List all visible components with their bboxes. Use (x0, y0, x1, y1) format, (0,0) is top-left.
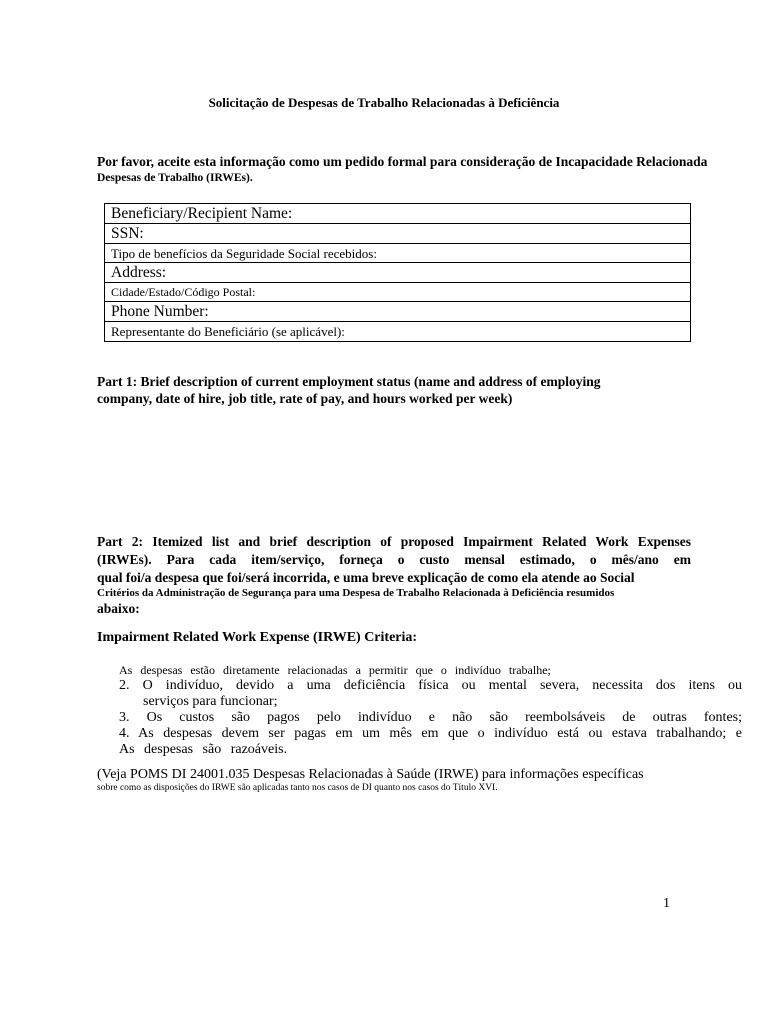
representative-payee-field[interactable]: Representante do Beneficiário (se aplicável): (111, 324, 345, 339)
intro-text-line1: Por favor, aceite esta informação como um pedido formal para consideração de Incapacidade Relacionada (97, 154, 708, 169)
intro-text-line2: Despesas de Trabalho (IRWEs). (97, 172, 253, 184)
criteria-heading: Impairment Related Work Expense (IRWE) Criteria: (97, 630, 418, 645)
city-state-zip-field[interactable]: Cidade/Estado/Código Postal: (105, 283, 690, 302)
poms-reference-line2: sobre como as disposições do IRWE são aplicadas tanto nos casos de DI quanto nos casos do Título XVI. (97, 783, 498, 793)
page-number: 1 (663, 896, 670, 911)
address-field[interactable]: Address: (105, 263, 690, 283)
benefits-type-field[interactable]: Tipo de benefícios da Seguridade Social recebidos: (105, 244, 690, 263)
part2-line1: Part 2: Itemized list and brief description of proposed Impairment Related Work Expenses (97, 534, 691, 549)
criteria-item-2: 2. O indivíduo, devido a uma deficiência física ou mental severa, necessita dos itens ou (119, 678, 742, 693)
beneficiary-name-field[interactable]: Beneficiary/Recipient Name: (105, 204, 690, 224)
part2-line3: qual foi/a despesa que foi/será incorrida, e uma breve explicação de como ela atende ao Social (97, 570, 635, 585)
criteria-list (119, 662, 742, 758)
ssn-field[interactable]: SSN: (105, 224, 690, 244)
criteria-item-4: 4. As despesas devem ser pagas em um mês em que o indivíduo está ou estava trabalhando; e (119, 726, 742, 741)
part1-line2: company, date of hire, job title, rate of pay, and hours worked per week) (97, 391, 513, 406)
criteria-item-2-continued: serviços para funcionar; (143, 694, 278, 709)
criteria-item-3: 3. Os custos são pagos pelo indivíduo e não são reembolsáveis de outras fontes; (119, 710, 742, 725)
criteria-item-5: As despesas são razoáveis. (119, 742, 288, 757)
part2-line4: Critérios da Administração de Segurança para uma Despesa de Trabalho Relacionada à Deficiência resumidos (97, 587, 615, 599)
criteria-item-1: As despesas estão diretamente relacionadas a permitir que o indivíduo trabalhe; (119, 663, 551, 677)
beneficiary-info-table (104, 203, 691, 342)
part1-heading (97, 373, 600, 407)
part2-heading (97, 533, 691, 618)
poms-reference-line1: (Veja POMS DI 24001.035 Despesas Relacionadas à Saúde (IRWE) para informações específicas (97, 767, 644, 782)
phone-number-field[interactable]: Phone Number: (105, 302, 690, 322)
document-title: Solicitação de Despesas de Trabalho Relacionadas à Deficiência (208, 95, 560, 110)
part2-line5: abaixo: (97, 601, 140, 616)
part2-line2: (IRWEs). Para cada item/serviço, forneça o custo mensal estimado, o mês/ano em (97, 552, 691, 567)
part1-line1: Part 1: Brief description of current employment status (name and address of employing (97, 374, 601, 389)
